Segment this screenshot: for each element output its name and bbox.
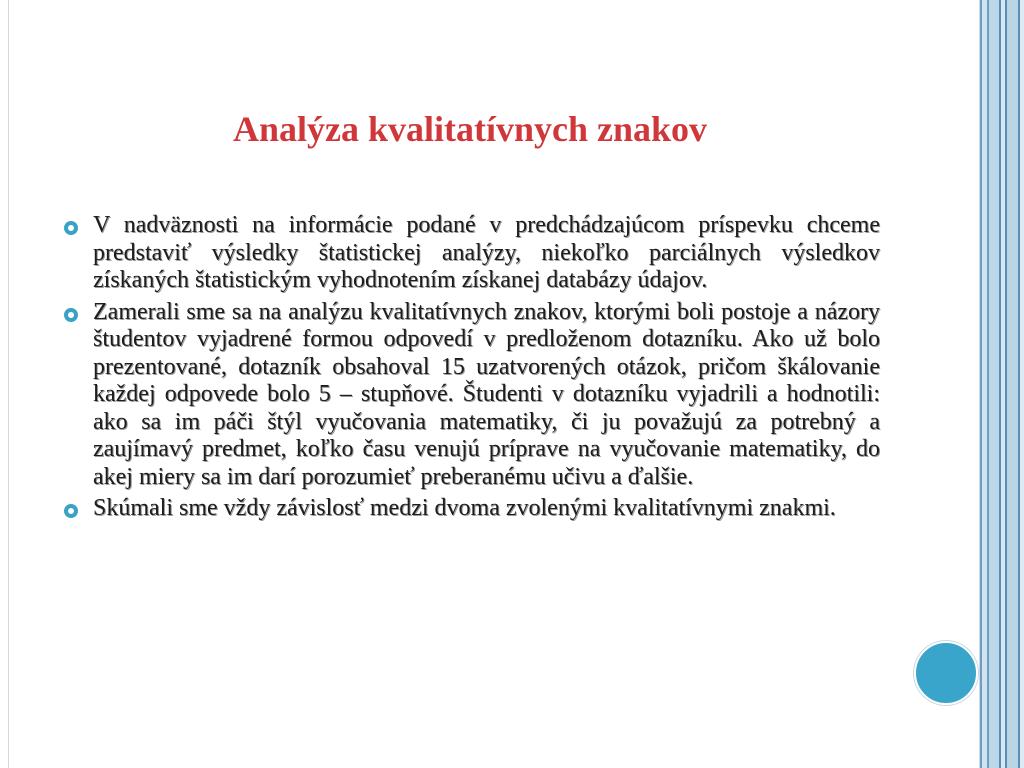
bullet-text: V nadväznosti na informácie podané v predchádzajúcom príspevku chceme predstaviť výsledky štatistickej analýzy, niekoľko parciálnych výsledkov získaných štatistickým vyhodnotením získanej databázy údajov. xyxy=(93,212,880,293)
bullet-list xyxy=(62,212,880,527)
bullet-dot-icon xyxy=(64,308,78,322)
bullet-item xyxy=(62,212,880,295)
bullet-item xyxy=(62,495,880,523)
slide-title: Analýza kvalitatívnych znakov xyxy=(232,109,708,149)
right-decorative-band xyxy=(980,0,1024,768)
bullet-dot-icon xyxy=(64,504,78,518)
bullet-text: Skúmali sme vždy závislosť medzi dvoma zvolenými kvalitatívnymi znakmi. xyxy=(93,495,836,521)
bullet-text: Zamerali sme sa na analýzu kvalitatívnych znakov, ktorými boli postoje a názory študentov vyjadrené formou odpovedí v predloženom dotazníku. Ako už bolo prezentované, dotazník obsahoval 15 uzatvorených otázok, pričom škálovanie každej odpovede bolo 5 – stupňové. Študenti v dotazníku vyjadrili a hodnotili: ako sa im páči štýl vyučovania matematiky, či ju považujú za potrebný a zaujímavý predmet, koľko času venujú príprave na vyučovanie matematiky, do akej miery sa im darí porozumieť preberanému učivu a ďalšie. xyxy=(93,298,880,490)
bullet-dot-icon xyxy=(64,221,78,235)
bullet-item xyxy=(62,299,880,492)
decorative-accent-circle xyxy=(914,641,978,705)
